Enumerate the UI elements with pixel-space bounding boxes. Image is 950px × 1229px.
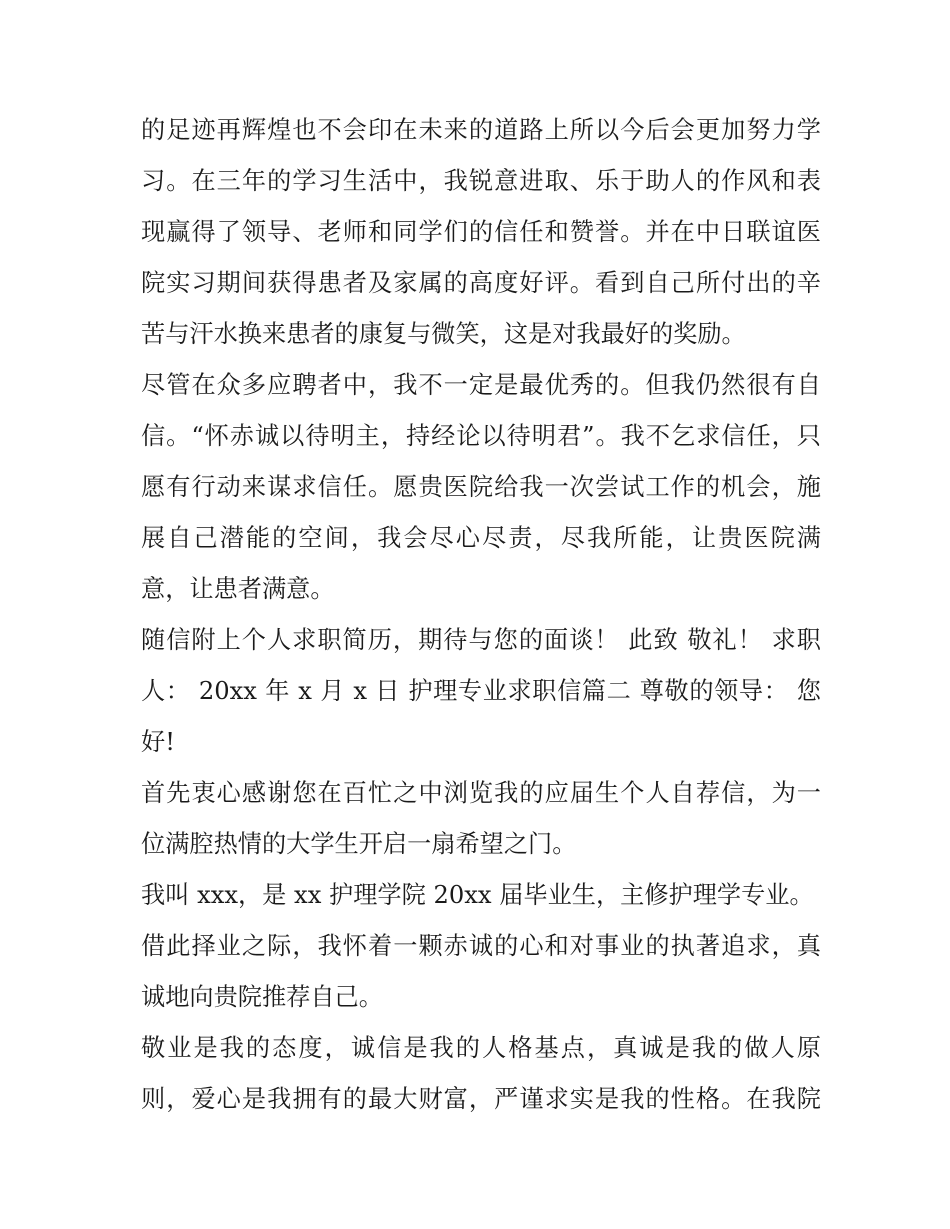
text-line: 愿有行动来谋求信任。愿贵医院给我一次尝试工作的机会，施	[141, 473, 821, 501]
text-line: 信。“怀赤诚以待明主，持经论以待明君”。我不乞求信任，只	[141, 422, 821, 450]
text-line: 的足迹再辉煌也不会印在未来的道路上所以今后会更加努力学	[141, 116, 821, 144]
text-line: 苦与汗水换来患者的康复与微笑，这是对我最好的奖励。	[141, 320, 746, 348]
text-line: 诚地向贵院推荐自己。	[141, 983, 383, 1011]
text-line: 展自己潜能的空间，我会尽心尽责，尽我所能，让贵医院满	[141, 524, 821, 552]
text-line: 尽管在众多应聘者中，我不一定是最优秀的。但我仍然很有自	[141, 371, 821, 399]
text-line: 现赢得了领导、老师和同学们的信任和赞誉。并在中日联谊医	[141, 218, 821, 246]
text-line: 意，让患者满意。	[141, 575, 335, 603]
document-body	[141, 105, 821, 1125]
text-line: 我叫 xxx，是 xx 护理学院 20xx 届毕业生，主修护理学专业。	[141, 881, 814, 909]
text-line: 人： 20xx 年 x 月 x 日 护理专业求职信篇二 尊敬的领导： 您	[141, 677, 821, 705]
text-line: 院实习期间获得患者及家属的高度好评。看到自己所付出的辛	[141, 269, 821, 297]
text-line: 借此择业之际，我怀着一颗赤诚的心和对事业的执著追求，真	[141, 932, 821, 960]
text-line: 习。在三年的学习生活中，我锐意进取、乐于助人的作风和表	[141, 167, 821, 195]
text-line: 位满腔热情的大学生开启一扇希望之门。	[141, 830, 577, 858]
text-line: 随信附上个人求职简历，期待与您的面谈！ 此致 敬礼！ 求职	[141, 626, 821, 654]
text-line: 好!	[141, 728, 175, 756]
text-line: 则，爱心是我拥有的最大财富，严谨求实是我的性格。在我院	[141, 1085, 821, 1113]
text-line: 敬业是我的态度，诚信是我的人格基点，真诚是我的做人原	[141, 1034, 821, 1062]
text-line: 首先衷心感谢您在百忙之中浏览我的应届生个人自荐信，为一	[141, 779, 821, 807]
